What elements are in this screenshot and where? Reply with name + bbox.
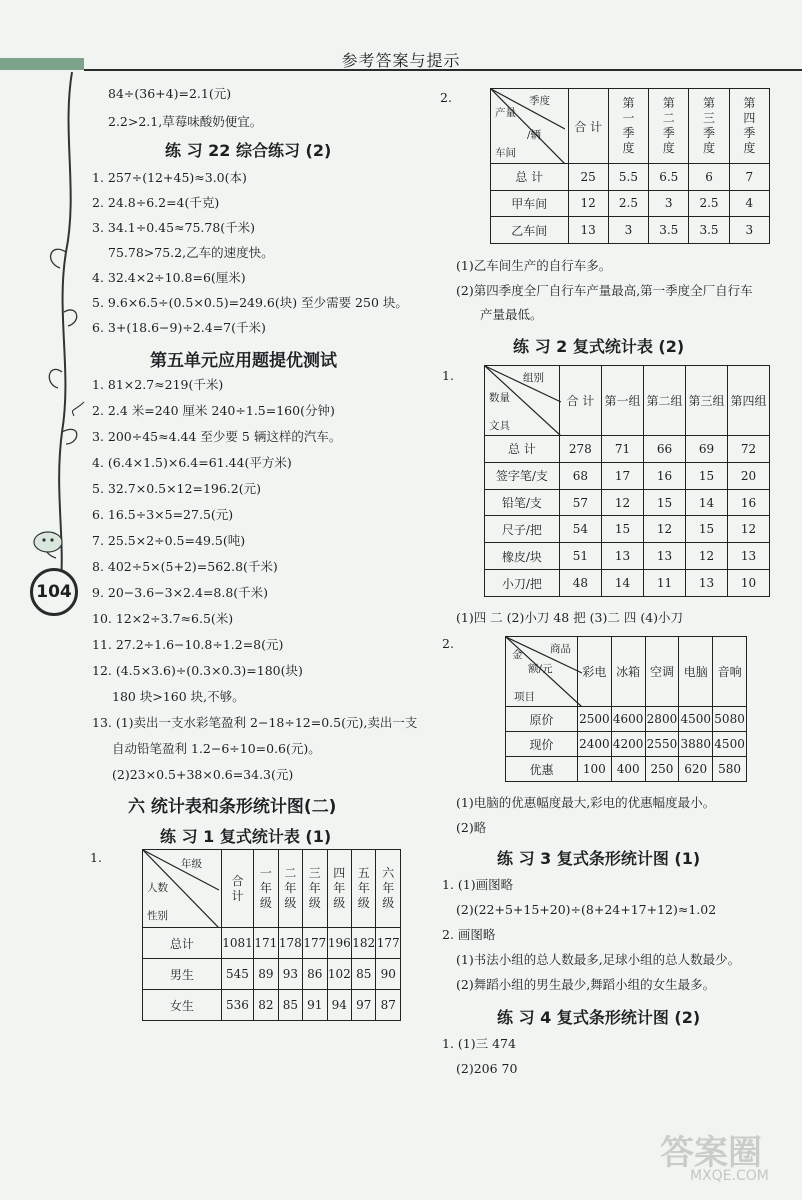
table-row bbox=[143, 990, 401, 1021]
col-header: 第 一 季 度 bbox=[608, 89, 648, 164]
col-header: 一 年 级 bbox=[254, 850, 278, 928]
table-cell: 15 bbox=[685, 516, 727, 543]
text-line: 7. 25.5×2÷0.5=49.5(吨) bbox=[92, 533, 246, 548]
text-line: 1. (1)三 474 bbox=[442, 1036, 516, 1051]
table-cell: 4200 bbox=[611, 732, 645, 757]
table-row bbox=[143, 959, 401, 990]
page-number: 104 bbox=[30, 568, 78, 616]
table-cell: 86 bbox=[303, 959, 327, 990]
table-cell: 2800 bbox=[645, 707, 679, 732]
col-header: 四 年 级 bbox=[327, 850, 351, 928]
table-row bbox=[485, 543, 770, 570]
table-cell: 85 bbox=[278, 990, 302, 1021]
diagonal-header-cell bbox=[506, 637, 578, 707]
table-cell: 13 bbox=[643, 543, 685, 570]
col-header: 电脑 bbox=[679, 637, 713, 707]
table-cell: 12 bbox=[602, 489, 644, 516]
text-line: (1)书法小组的总人数最多,足球小组的总人数最少。 bbox=[456, 952, 741, 967]
table-row bbox=[485, 570, 770, 597]
table-cell: 1081 bbox=[221, 928, 253, 959]
diag-label-bottom: 项目 bbox=[514, 691, 535, 703]
table-cell: 51 bbox=[559, 543, 601, 570]
table-cell: 580 bbox=[713, 757, 747, 782]
table-row bbox=[506, 707, 747, 732]
col-header: 五 年 级 bbox=[352, 850, 376, 928]
table-cell: 89 bbox=[254, 959, 278, 990]
table-cell: 13 bbox=[568, 217, 608, 244]
col-header: 三 年 级 bbox=[303, 850, 327, 928]
table-cell: 545 bbox=[221, 959, 253, 990]
table-cell: 16 bbox=[643, 462, 685, 489]
table-cell: 94 bbox=[327, 990, 351, 1021]
question-number: 2. bbox=[442, 636, 454, 651]
page-header: 参考答案与提示 bbox=[341, 51, 461, 70]
text-line: 10. 12×2÷3.7≈6.5(米) bbox=[92, 611, 234, 626]
table-cell: 14 bbox=[685, 489, 727, 516]
section-title-ex3: 练 习 3 复式条形统计图 (1) bbox=[497, 849, 701, 868]
table-cell: 20 bbox=[727, 462, 769, 489]
row-label: 总计 bbox=[143, 928, 222, 959]
table-row bbox=[485, 516, 770, 543]
diagonal-header-cell bbox=[143, 850, 222, 928]
row-label: 橡皮/块 bbox=[485, 543, 560, 570]
text-line: 6. 3+(18.6−9)÷2.4=7(千米) bbox=[92, 320, 266, 335]
table-cell: 16 bbox=[727, 489, 769, 516]
row-label: 总 计 bbox=[485, 436, 560, 463]
table-cell: 4500 bbox=[713, 732, 747, 757]
section-title-ex1: 练 习 1 复式统计表 (1) bbox=[160, 827, 332, 846]
table-cell: 620 bbox=[679, 757, 713, 782]
table-cell: 71 bbox=[602, 436, 644, 463]
table-cell: 3 bbox=[729, 217, 769, 244]
row-label: 尺子/把 bbox=[485, 516, 560, 543]
text-line: 2.2>2.1,草莓味酸奶便宜。 bbox=[108, 114, 263, 129]
table-cell: 90 bbox=[376, 959, 401, 990]
table-cell: 400 bbox=[611, 757, 645, 782]
text-line: 6. 16.5÷3×5=27.5(元) bbox=[92, 507, 234, 522]
table-cell: 12 bbox=[685, 543, 727, 570]
question-number: 1. bbox=[90, 850, 102, 865]
table-cell: 12 bbox=[568, 190, 608, 217]
text-line: 180 块>160 块,不够。 bbox=[112, 689, 245, 704]
col-header: 六 年 级 bbox=[376, 850, 401, 928]
row-label: 优惠 bbox=[506, 757, 578, 782]
table-cell: 2.5 bbox=[608, 190, 648, 217]
text-line: (2)略 bbox=[456, 820, 487, 835]
table-row bbox=[491, 164, 770, 191]
watermark-logo: 答案圈 bbox=[660, 1133, 762, 1173]
table-cell: 17 bbox=[602, 462, 644, 489]
text-line: 2. 画图略 bbox=[442, 927, 496, 942]
table-cell: 100 bbox=[577, 757, 611, 782]
table-cell: 12 bbox=[643, 516, 685, 543]
diag-label-mid: 额/元 bbox=[528, 663, 553, 675]
table-cell: 3880 bbox=[679, 732, 713, 757]
table-cell: 3 bbox=[608, 217, 648, 244]
text-line: 产量最低。 bbox=[480, 307, 543, 322]
table-cell: 2550 bbox=[645, 732, 679, 757]
table-cell: 2.5 bbox=[689, 190, 729, 217]
table-cell: 6.5 bbox=[649, 164, 689, 191]
table-cell: 3.5 bbox=[689, 217, 729, 244]
table-cell: 4600 bbox=[611, 707, 645, 732]
text-line: 8. 402÷5×(5+2)=562.8(千米) bbox=[92, 559, 278, 574]
table-cell: 178 bbox=[278, 928, 302, 959]
table-cell: 102 bbox=[327, 959, 351, 990]
diag-label-bottom: 车间 bbox=[495, 147, 516, 159]
appliance-table bbox=[505, 636, 747, 782]
diag-label-bottom: 性别 bbox=[147, 910, 168, 922]
text-line: 4. 32.4×2÷10.8=6(厘米) bbox=[92, 270, 246, 285]
table-cell: 15 bbox=[643, 489, 685, 516]
table-cell: 536 bbox=[221, 990, 253, 1021]
text-line: 11. 27.2÷1.6−10.8÷1.2=8(元) bbox=[92, 637, 284, 652]
table-row bbox=[506, 757, 747, 782]
table-cell: 278 bbox=[559, 436, 601, 463]
row-label: 乙车间 bbox=[491, 217, 569, 244]
table-cell: 196 bbox=[327, 928, 351, 959]
section-title-ex2: 练 习 2 复式统计表 (2) bbox=[513, 337, 685, 356]
diag-label-mid: /辆 bbox=[527, 129, 542, 141]
table-cell: 66 bbox=[643, 436, 685, 463]
table-cell: 15 bbox=[602, 516, 644, 543]
diagonal-header-cell bbox=[485, 366, 560, 436]
col-header: 第四组 bbox=[727, 366, 769, 436]
table-cell: 4500 bbox=[679, 707, 713, 732]
table-cell: 182 bbox=[352, 928, 376, 959]
table-cell: 25 bbox=[568, 164, 608, 191]
diag-label-mid: 人数 bbox=[147, 882, 168, 894]
row-label: 女生 bbox=[143, 990, 222, 1021]
text-line: 5. 9.6×6.5÷(0.5×0.5)=249.6(块) 至少需要 250 块。 bbox=[92, 295, 408, 310]
text-line: (1)电脑的优惠幅度最大,彩电的优惠幅度最小。 bbox=[456, 795, 716, 810]
unit5-title: 第五单元应用题提优测试 bbox=[150, 351, 337, 371]
text-line: 4. (6.4×1.5)×6.4=61.44(平方米) bbox=[92, 455, 292, 470]
table-cell: 4 bbox=[729, 190, 769, 217]
diag-label-mid: 金 bbox=[512, 649, 523, 661]
text-line: (2)23×0.5+38×0.6=34.3(元) bbox=[112, 767, 294, 782]
text-line: (2)206 70 bbox=[456, 1061, 518, 1076]
table-cell: 13 bbox=[685, 570, 727, 597]
col-header: 合 计 bbox=[221, 850, 253, 928]
text-line: 1. (1)画图略 bbox=[442, 877, 514, 892]
text-line: (2)第四季度全厂自行车产量最高,第一季度全厂自行车 bbox=[456, 283, 753, 298]
table-cell: 171 bbox=[254, 928, 278, 959]
text-line: (2)(22+5+15+20)÷(8+24+17+12)≈1.02 bbox=[456, 902, 717, 917]
section-title-ex22: 练 习 22 综合练习 (2) bbox=[165, 141, 332, 160]
row-label: 现价 bbox=[506, 732, 578, 757]
text-line: 5. 32.7×0.5×12=196.2(元) bbox=[92, 481, 261, 496]
table-cell: 177 bbox=[376, 928, 401, 959]
row-label: 原价 bbox=[506, 707, 578, 732]
table-cell: 57 bbox=[559, 489, 601, 516]
table-row bbox=[491, 190, 770, 217]
table-cell: 12 bbox=[727, 516, 769, 543]
text-line: 3. 200÷45≈4.44 至少要 5 辆这样的汽车。 bbox=[92, 429, 342, 444]
table-cell: 13 bbox=[602, 543, 644, 570]
col-header: 第二组 bbox=[643, 366, 685, 436]
workshop-table bbox=[490, 88, 770, 244]
table-cell: 69 bbox=[685, 436, 727, 463]
diag-label-top: 季度 bbox=[529, 95, 550, 107]
diag-label-mid: 数量 bbox=[489, 392, 510, 404]
col-header: 合 计 bbox=[568, 89, 608, 164]
text-line: (1)乙车间生产的自行车多。 bbox=[456, 258, 612, 273]
col-header: 二 年 级 bbox=[278, 850, 302, 928]
table-cell: 7 bbox=[729, 164, 769, 191]
watermark-url: MXQE.COM bbox=[690, 1168, 769, 1184]
table-cell: 5080 bbox=[713, 707, 747, 732]
table-cell: 15 bbox=[685, 462, 727, 489]
table-cell: 5.5 bbox=[608, 164, 648, 191]
col-header: 彩电 bbox=[577, 637, 611, 707]
table-cell: 82 bbox=[254, 990, 278, 1021]
col-header: 音响 bbox=[713, 637, 747, 707]
text-line: 12. (4.5×3.6)÷(0.3×0.3)=180(块) bbox=[92, 663, 303, 678]
text-line: 84÷(36+4)=2.1(元) bbox=[108, 86, 232, 101]
table-row bbox=[485, 436, 770, 463]
table-cell: 177 bbox=[303, 928, 327, 959]
table-cell: 91 bbox=[303, 990, 327, 1021]
text-line: (2)舞蹈小组的男生最少,舞蹈小组的女生最多。 bbox=[456, 977, 716, 992]
table-cell: 3 bbox=[649, 190, 689, 217]
text-line: 2. 2.4 米=240 厘米 240÷1.5=160(分钟) bbox=[92, 403, 335, 418]
table-cell: 11 bbox=[643, 570, 685, 597]
col-header: 冰箱 bbox=[611, 637, 645, 707]
stationery-table bbox=[484, 365, 770, 597]
col-header: 第 二 季 度 bbox=[649, 89, 689, 164]
table-cell: 54 bbox=[559, 516, 601, 543]
table-cell: 6 bbox=[689, 164, 729, 191]
col-header: 第三组 bbox=[685, 366, 727, 436]
table-cell: 97 bbox=[352, 990, 376, 1021]
diag-label-top: 年级 bbox=[181, 858, 202, 870]
text-line: 75.78>75.2,乙车的速度快。 bbox=[108, 245, 274, 260]
table-cell: 48 bbox=[559, 570, 601, 597]
row-label: 签字笔/支 bbox=[485, 462, 560, 489]
table-cell: 68 bbox=[559, 462, 601, 489]
diag-label-top: 商品 bbox=[550, 643, 571, 655]
grade-table bbox=[142, 849, 401, 1021]
table-row bbox=[506, 732, 747, 757]
table-cell: 72 bbox=[727, 436, 769, 463]
diag-label-bottom: 文具 bbox=[489, 420, 510, 432]
text-line: 自动铅笔盈利 1.2−6÷10=0.6(元)。 bbox=[112, 741, 321, 756]
row-label: 铅笔/支 bbox=[485, 489, 560, 516]
diag-label-mid: 产量 bbox=[495, 107, 516, 119]
table-cell: 85 bbox=[352, 959, 376, 990]
col-header: 第 四 季 度 bbox=[729, 89, 769, 164]
table-cell: 250 bbox=[645, 757, 679, 782]
row-label: 小刀/把 bbox=[485, 570, 560, 597]
diagonal-header-cell bbox=[491, 89, 569, 164]
row-label: 甲车间 bbox=[491, 190, 569, 217]
question-number: 1. bbox=[442, 368, 454, 383]
table-cell: 10 bbox=[727, 570, 769, 597]
table-cell: 2500 bbox=[577, 707, 611, 732]
diag-label-top: 组别 bbox=[523, 372, 544, 384]
section-title-ex4: 练 习 4 复式条形统计图 (2) bbox=[497, 1008, 701, 1027]
text-line: 13. (1)卖出一支水彩笔盈利 2−18÷12=0.5(元),卖出一支 bbox=[92, 715, 418, 730]
question-number: 2. bbox=[440, 90, 452, 105]
table-cell: 3.5 bbox=[649, 217, 689, 244]
table-row bbox=[485, 462, 770, 489]
table-row bbox=[485, 489, 770, 516]
table-cell: 87 bbox=[376, 990, 401, 1021]
table-cell: 14 bbox=[602, 570, 644, 597]
text-line: 1. 257÷(12+45)≈3.0(本) bbox=[92, 170, 247, 185]
text-line: 3. 34.1÷0.45≈75.78(千米) bbox=[92, 220, 256, 235]
row-label: 总 计 bbox=[491, 164, 569, 191]
table-cell: 93 bbox=[278, 959, 302, 990]
text-line: (1)四 二 (2)小刀 48 把 (3)二 四 (4)小刀 bbox=[456, 610, 684, 625]
row-label: 男生 bbox=[143, 959, 222, 990]
col-header: 合 计 bbox=[559, 366, 601, 436]
table-row bbox=[143, 928, 401, 959]
unit6-title: 六 统计表和条形统计图(二) bbox=[128, 797, 337, 817]
col-header: 第 三 季 度 bbox=[689, 89, 729, 164]
text-line: 2. 24.8÷6.2=4(千克) bbox=[92, 195, 220, 210]
table-cell: 2400 bbox=[577, 732, 611, 757]
col-header: 空调 bbox=[645, 637, 679, 707]
text-line: 1. 81×2.7≈219(千米) bbox=[92, 377, 224, 392]
text-line: 9. 20−3.6−3×2.4=8.8(千米) bbox=[92, 585, 269, 600]
table-row bbox=[491, 217, 770, 244]
table-cell: 13 bbox=[727, 543, 769, 570]
col-header: 第一组 bbox=[602, 366, 644, 436]
